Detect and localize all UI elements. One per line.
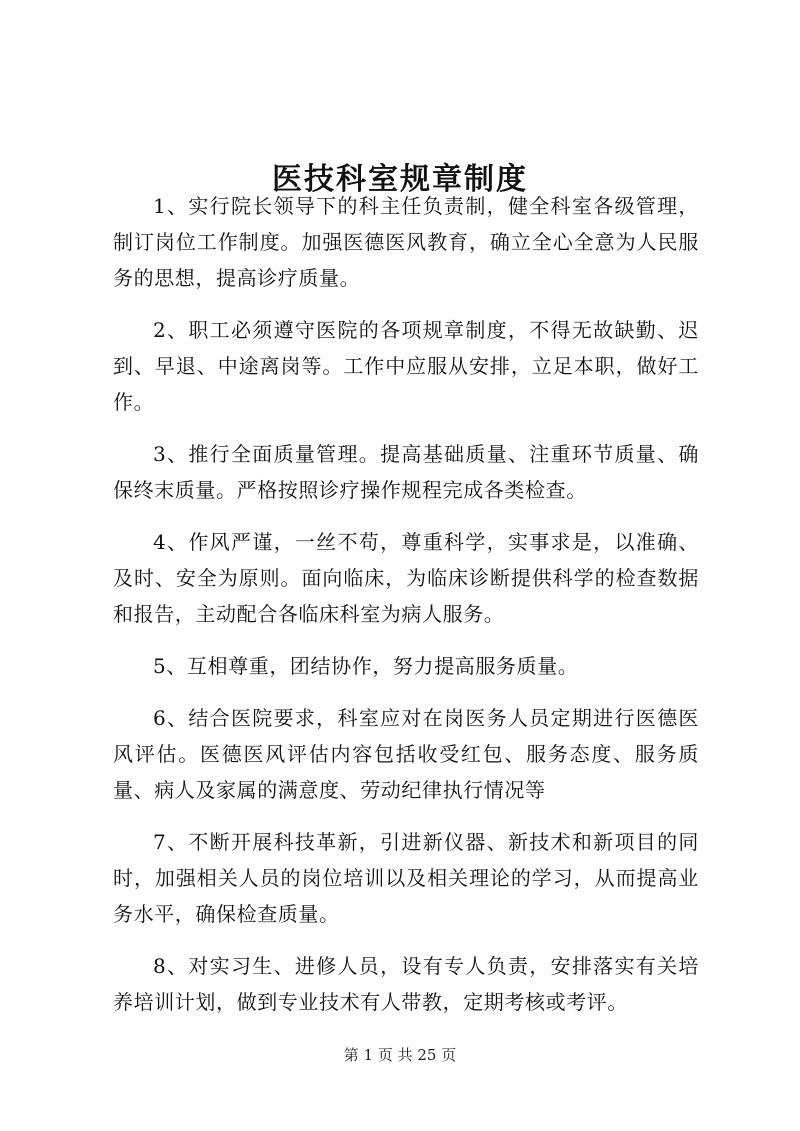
paragraph-6: 6、结合医院要求，科室应对在岗医务人员定期进行医德医风评估。医德医风评估内容包括收受红包、服务态度、服务质量、病人及家属的满意度、劳动纪律执行情况等 bbox=[113, 706, 699, 802]
page-footer: 第 1 页 共 25 页 bbox=[343, 1046, 457, 1064]
document-body bbox=[113, 188, 699, 1036]
paragraph-1: 1、实行院长领导下的科主任负责制，健全科室各级管理，制订岗位工作制度。加强医德医风教育，确立全心全意为人民服务的思想，提高诊疗质量。 bbox=[113, 194, 699, 290]
paragraph-7: 7、不断开展科技革新，引进新仪器、新技术和新项目的同时，加强相关人员的岗位培训以及相关理论的学习，从而提高业务水平，确保检查质量。 bbox=[113, 830, 699, 926]
paragraph-8: 8、对实习生、进修人员，设有专人负责，安排落实有关培养培训计划，做到专业技术有人带教，定期考核或考评。 bbox=[113, 954, 699, 1014]
paragraph-3: 3、推行全面质量管理。提高基础质量、注重环节质量、确保终末质量。严格按照诊疗操作规程完成各类检查。 bbox=[113, 442, 699, 502]
paragraph-2: 2、职工必须遵守医院的各项规章制度，不得无故缺勤、迟到、早退、中途离岗等。工作中应服从安排，立足本职，做好工作。 bbox=[113, 318, 699, 414]
paragraph-4: 4、作风严谨，一丝不苟，尊重科学，实事求是，以准确、及时、安全为原则。面向临床，为临床诊断提供科学的检查数据和报告，主动配合各临床科室为病人服务。 bbox=[113, 530, 699, 626]
paragraph-5: 5、互相尊重，团结协作，努力提高服务质量。 bbox=[153, 654, 579, 678]
page-title: 医技科室规章制度 bbox=[272, 162, 528, 198]
